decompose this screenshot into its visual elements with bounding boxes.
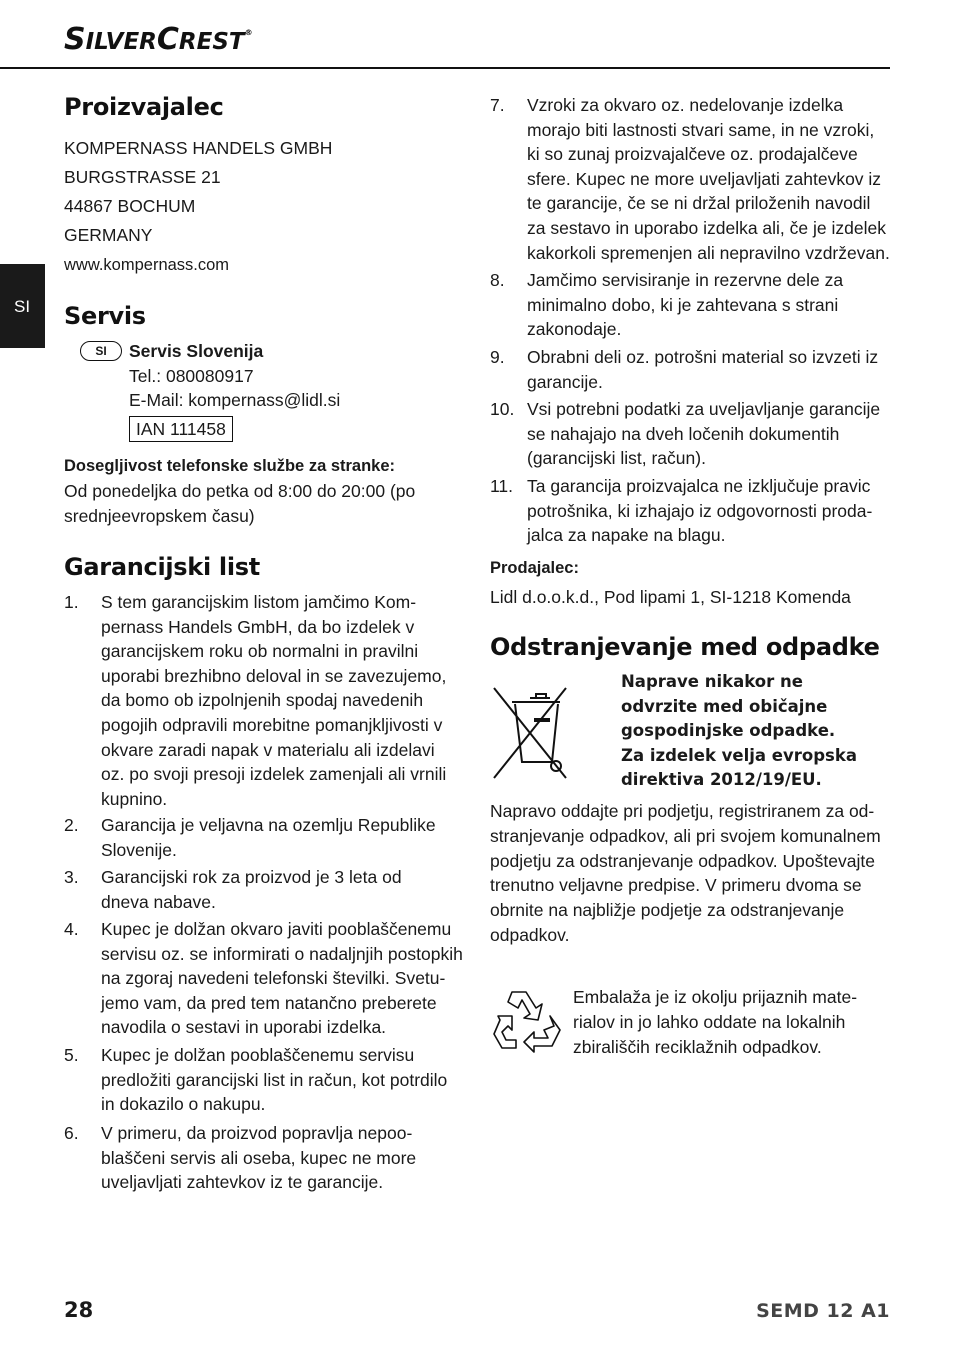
seller-label: Prodajalec: [490, 559, 579, 577]
warranty-item-line: Jamčimo servisiranje in rezervne dele za [527, 270, 844, 290]
warranty-item-number: 5. [64, 1045, 79, 1065]
recycling-arrows-icon [490, 986, 564, 1060]
warranty-item-line: Obrabni deli oz. potrošni material so izvzeti iz [527, 347, 879, 367]
warranty-item-line: potrošnika, ki izhajajo iz odgovornosti proda- [527, 500, 873, 521]
warranty-item-text [101, 917, 463, 1040]
warranty-item-line: da bomo ob izpolnjenih spodaj navedenih [101, 690, 424, 711]
warranty-item-line: minimalno dobo, ki je zahtevana s strani [527, 294, 839, 315]
disposal-heading: Odstranjevanje med odpadke [490, 633, 880, 661]
warranty-item-text [101, 865, 402, 914]
warranty-item-line: uveljavljati zahtevkov iz te garancije. [101, 1172, 384, 1193]
warranty-item-line: Garancija je veljavna na ozemlju Republike [101, 815, 436, 835]
warranty-item-line: te garancije, če se ni držal priloženih navodil [527, 193, 871, 214]
seller-text: Lidl d.o.o.k.d., Pod lipami 1, SI-1218 Komenda [490, 587, 851, 607]
warranty-item-number: 2. [64, 815, 79, 835]
disposal-para-line: stranjevanje odpadkov, ali pri svojem komunalnem [490, 825, 881, 846]
warranty-item-line: se nahajajo na dveh ločenih dokumentih [527, 423, 840, 444]
warranty-item-line: pernass Handels GmbH, da bo izdelek v [101, 616, 415, 637]
warranty-item-line: (garancijski list, račun). [527, 448, 706, 469]
warranty-item-number: 9. [490, 347, 505, 367]
recycle-text-line: Embalaža je iz okolju prijaznih mate- [573, 987, 858, 1007]
bin-text-line: direktiva 2012/19/EU. [621, 770, 822, 790]
service-heading: Servis [64, 302, 146, 330]
warranty-item-text [527, 268, 843, 342]
warranty-item-line: Slovenije. [101, 839, 177, 860]
warranty-item-line: za sestavo in uporabo izdelka ali, če je izdelek [527, 217, 886, 238]
manufacturer-heading: Proizvajalec [64, 93, 224, 121]
manufacturer-line: KOMPERNASS HANDELS GMBH [64, 138, 333, 158]
warranty-item-number: 1. [64, 592, 79, 612]
warranty-item-number: 3. [64, 867, 79, 887]
manufacturer-website: www.kompernass.com [64, 256, 230, 274]
warranty-item-line: Vsi potrebni podatki za uveljavljanje garancije [527, 399, 881, 419]
ian-box: IAN 111458 [129, 416, 233, 442]
page-number: 28 [64, 1298, 94, 1322]
service-tel: Tel.: 080080917 [129, 366, 254, 386]
brand-logo: SILVERCREST® [64, 22, 253, 57]
warranty-item-number: 8. [490, 270, 505, 290]
warranty-item-text [527, 474, 872, 548]
manufacturer-line: 44867 BOCHUM [64, 196, 196, 216]
bin-text-line: gospodinjske odpadke. [621, 721, 836, 741]
warranty-item-line: dneva nabave. [101, 891, 216, 912]
warranty-item-line: blaščeni servis ali oseba, kupec ne more [101, 1147, 417, 1168]
manufacturer-line: GERMANY [64, 225, 153, 245]
bin-text-line: Naprave nikakor ne [621, 672, 803, 691]
warranty-item-line: in dokazilo o nakupu. [101, 1094, 266, 1115]
warranty-item-number: 11. [490, 476, 514, 496]
model-number: SEMD 12 A1 [756, 1300, 890, 1322]
warranty-item-text [101, 1121, 416, 1195]
warranty-item-line: kupnino. [101, 788, 168, 809]
warranty-item-line: servisu oz. se informirati o nadaljnjih postopkih [101, 943, 463, 964]
warranty-item-line: okvare zaradi napak v materialu ali izdelavi [101, 739, 435, 760]
warranty-item-line: garancije. [527, 371, 603, 392]
bin-text-line: odvrzite med običajne [621, 696, 828, 716]
warranty-item-text [527, 93, 890, 265]
warranty-item-line: S tem garancijskim listom jamčimo Kom- [101, 592, 417, 612]
disposal-para-line: trenutno veljavne predpise. V primeru dvoma se [490, 875, 862, 896]
crossed-out-wheelie-bin-icon [490, 684, 570, 784]
warranty-item-number: 7. [490, 95, 505, 115]
warranty-item-line: morajo biti lastnosti stvari same, in ne vzroki, [527, 119, 875, 140]
warranty-item-number: 10. [490, 399, 515, 419]
warranty-item-number: 4. [64, 919, 79, 939]
warranty-item-line: navodila o sestavi in uporabi izdelka. [101, 1017, 387, 1038]
disposal-para-line: obrnite na najbližje podjetje za odstranjevanje [490, 900, 845, 921]
manufacturer-line: BURGSTRASSE 21 [64, 167, 221, 187]
disposal-para-line: podjetju za odstranjevanje odpadkov. Upoštevajte [490, 850, 875, 871]
warranty-item-line: Vzroki za okvaro oz. nedelovanje izdelka [527, 95, 844, 115]
warranty-item-text [527, 345, 878, 394]
header-rule [0, 67, 890, 69]
warranty-item-line: Kupec je dolžan pooblaščenemu servisu [101, 1045, 415, 1065]
warranty-item-line: oz. po svoji presoji izdelek zamenjali ali vrnili [101, 764, 447, 785]
warranty-item-line: garancijskem roku ob normalni in pravilni [101, 641, 419, 662]
warranty-item-number: 6. [64, 1123, 79, 1143]
disposal-para-line: Napravo oddajte pri podjetju, registriranem za od- [490, 801, 875, 821]
warranty-item-text [101, 813, 436, 862]
bin-text-line: Za izdelek velja evropska [621, 745, 857, 765]
warranty-item-text [101, 590, 446, 811]
availability-line: Od ponedeljka do petka od 8:00 do 20:00 (po [64, 481, 416, 501]
country-badge: SI [80, 341, 122, 361]
language-tab: SI [0, 264, 45, 348]
warranty-item-line: Garancijski rok za proizvod je 3 leta od [101, 867, 402, 887]
availability-line: srednjeevropskem času) [64, 506, 255, 526]
warranty-item-line: jalca za napake na blagu. [527, 525, 726, 546]
disposal-para-line: odpadkov. [490, 925, 570, 945]
availability-label: Dosegljivost telefonske službe za stranke: [64, 457, 396, 475]
recycle-text-line: zbirališčih reciklažnih odpadkov. [573, 1036, 822, 1057]
warranty-heading: Garancijski list [64, 553, 260, 581]
service-name: Servis Slovenija [129, 341, 264, 361]
warranty-item-line: jemo vam, da pred tem natančno preberete [101, 992, 437, 1013]
warranty-item-line: ki so zunaj proizvajalčeve oz. prodajalčeve [527, 144, 858, 165]
warranty-item-line: Kupec je dolžan okvaro javiti pooblaščenemu [101, 919, 452, 939]
warranty-item-line: kakorkoli spremenjen ali nepravilno vzdrževan. [527, 242, 890, 263]
warranty-item-line: sfere. Kupec ne more uveljavljati zahtevkov iz [527, 168, 882, 189]
warranty-item-line: pogojih odpravili morebitne pomanjkljivosti v [101, 714, 443, 735]
warranty-item-line: zakonodaje. [527, 319, 622, 340]
warranty-item-line: Ta garancija proizvajalca ne izključuje pravic [527, 476, 871, 496]
warranty-item-line: na zgoraj navedeni telefonski številki. Svetu- [101, 968, 446, 989]
recycle-text-line: rialov in jo lahko oddate na lokalnih [573, 1011, 846, 1032]
warranty-item-line: predložiti garancijski list in račun, kot potrdilo [101, 1069, 448, 1090]
warranty-item-text [527, 397, 880, 471]
warranty-item-line: V primeru, da proizvod popravlja nepoo- [101, 1123, 413, 1143]
warranty-item-text [101, 1043, 447, 1117]
warranty-item-line: uporabi brezhibno deloval in se zavezujemo, [101, 665, 447, 686]
service-email: E-Mail: kompernass@lidl.si [129, 390, 341, 410]
